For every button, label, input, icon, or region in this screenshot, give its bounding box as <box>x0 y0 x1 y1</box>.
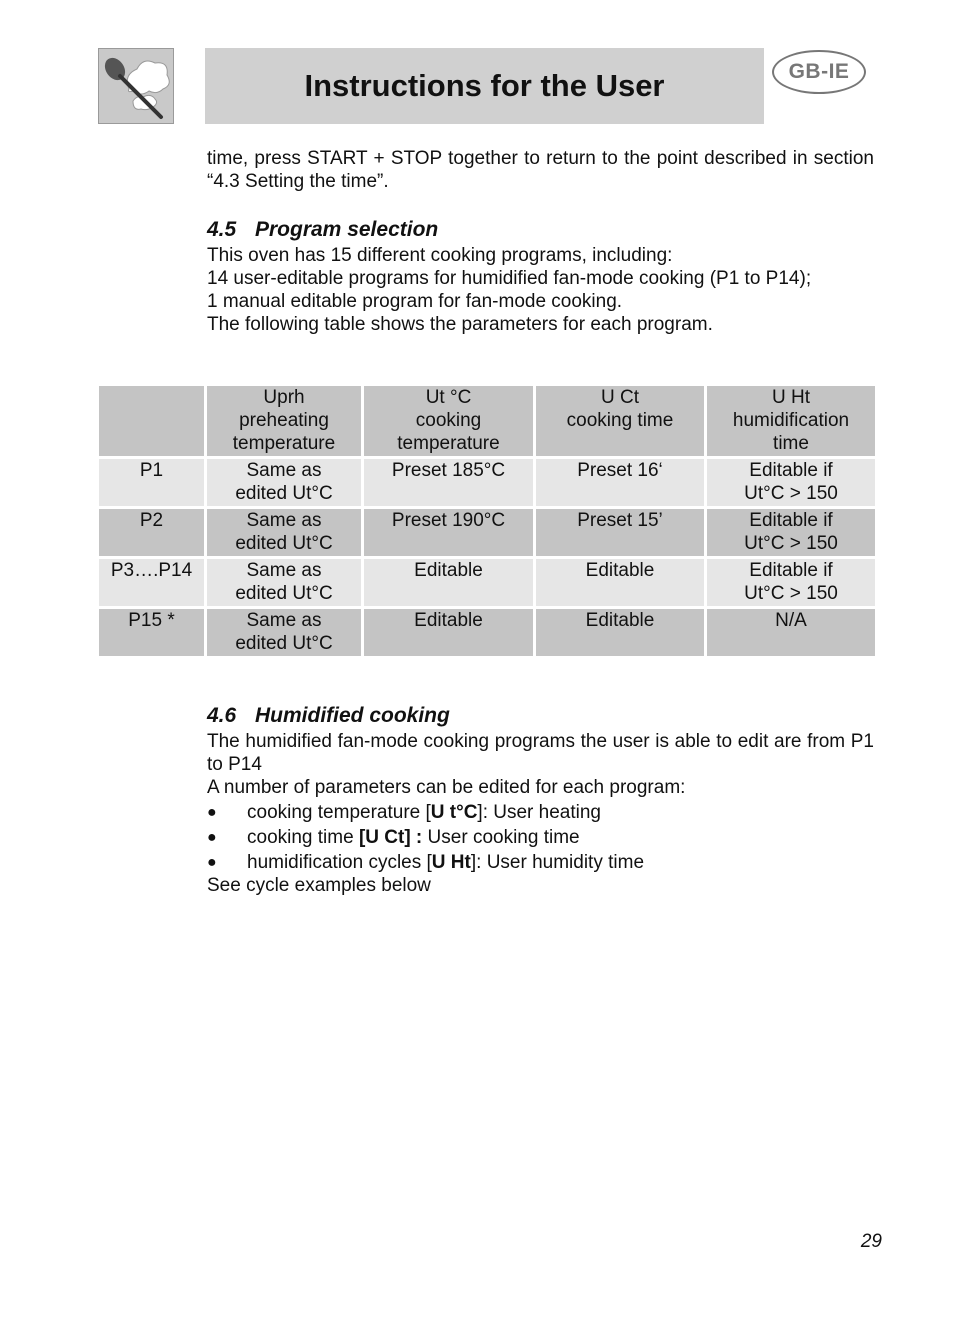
table-cell: Preset 16‘ <box>536 459 707 509</box>
table-cell: N/A <box>707 609 875 659</box>
text-line: 14 user-editable programs for humidified fan-mode cooking (P1 to P14); <box>207 268 812 289</box>
table-cell: Same as edited Ut°C <box>207 559 364 609</box>
parameter-list <box>207 800 874 875</box>
table-cell: Editable <box>364 559 536 609</box>
bullet-icon: ● <box>207 803 217 821</box>
section-number: 4.6 <box>207 704 237 727</box>
table-header-cell: Uprh preheating temperature <box>207 386 364 459</box>
intro-paragraph: time, press START + STOP together to return to the point described in section “4.3 Setting the time”. <box>207 148 874 192</box>
table-header-cell: U Ct cooking time <box>536 386 707 459</box>
page-number: 29 <box>860 1231 882 1252</box>
logo-image <box>98 48 174 124</box>
table-cell: Same as edited Ut°C <box>207 509 364 559</box>
language-badge: GB-IE <box>772 50 866 94</box>
text-line: This oven has 15 different cooking programs, including: <box>207 245 673 266</box>
bullet-icon: ● <box>207 853 217 871</box>
list-item: ● cooking temperature [U t°C]: User heating <box>207 801 601 823</box>
table-cell: Editable <box>536 559 707 609</box>
humidified-paragraph: The humidified fan-mode cooking programs the user is able to edit are from P1 to P14 <box>207 731 874 775</box>
table-row <box>99 609 875 659</box>
table-header-row <box>99 386 875 459</box>
section-title: Program selection <box>255 218 439 241</box>
section-heading-program-selection <box>207 218 438 242</box>
section-title: Humidified cooking <box>255 704 450 727</box>
table-cell: P1 <box>99 459 207 509</box>
section-heading-humidified-cooking <box>207 704 450 728</box>
table-cell: Editable <box>364 609 536 659</box>
table-cell: Same as edited Ut°C <box>207 459 364 509</box>
program-table <box>99 386 875 659</box>
table-header-cell: U Ht humidification time <box>707 386 875 459</box>
table-cell: Editable <box>536 609 707 659</box>
table-cell: Editable if Ut°C > 150 <box>707 459 875 509</box>
table-cell: Editable if Ut°C > 150 <box>707 559 875 609</box>
table-cell: P2 <box>99 509 207 559</box>
table-cell: Same as edited Ut°C <box>207 609 364 659</box>
section-number: 4.5 <box>207 218 237 241</box>
table-header-cell <box>99 386 207 459</box>
text-line: 1 manual editable program for fan-mode cooking. <box>207 291 623 312</box>
table-cell: P3….P14 <box>99 559 207 609</box>
bullet-icon: ● <box>207 828 217 846</box>
table-cell: Preset 15’ <box>536 509 707 559</box>
cycle-examples-line: See cycle examples below <box>207 875 431 896</box>
table-row <box>99 459 875 509</box>
table-header-cell: Ut °C cooking temperature <box>364 386 536 459</box>
table-row <box>99 509 875 559</box>
humidified-intro-line: A number of parameters can be edited for each program: <box>207 777 686 798</box>
program-selection-text <box>207 244 874 336</box>
table-row <box>99 559 875 609</box>
table-cell: Preset 185°C <box>364 459 536 509</box>
chef-spoon-icon <box>99 49 173 123</box>
list-item: ● cooking time [U Ct] : User cooking time <box>207 826 580 848</box>
table-cell: Editable if Ut°C > 150 <box>707 509 875 559</box>
text-line: The following table shows the parameters for each program. <box>207 314 713 335</box>
table-cell: Preset 190°C <box>364 509 536 559</box>
list-item: ● humidification cycles [U Ht]: User humidity time <box>207 851 645 873</box>
page-title: Instructions for the User <box>205 48 764 124</box>
table-cell: P15 * <box>99 609 207 659</box>
